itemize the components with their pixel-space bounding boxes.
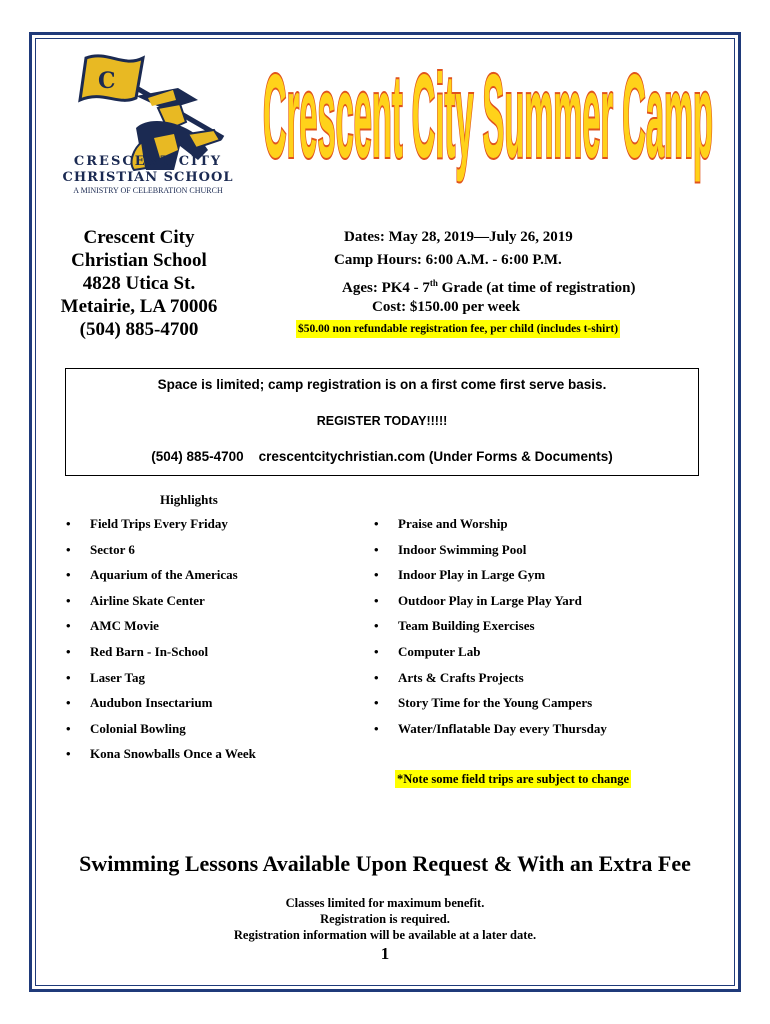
- bullet-icon: •: [66, 720, 71, 736]
- page-number: 1: [380, 944, 390, 963]
- bullet-icon: •: [66, 618, 71, 634]
- ages-prefix: Ages: PK4 - 7: [342, 280, 430, 296]
- svg-text:C: C: [98, 68, 116, 94]
- bullet-icon: •: [66, 541, 71, 557]
- logo-school-name-line1: CRESCENT CITY: [73, 154, 223, 169]
- bullet-icon: •: [66, 643, 71, 659]
- camp-dates: Dates: May 28, 2019—July 26, 2019: [344, 229, 573, 245]
- highlights-heading: Highlights: [160, 492, 218, 507]
- address-line: Crescent City: [83, 227, 195, 248]
- notice-register-today: REGISTER TODAY!!!!!: [316, 414, 448, 428]
- swimming-line: Registration is required.: [320, 912, 450, 926]
- camp-title: [258, 60, 718, 192]
- swimming-line: Classes limited for maximum benefit.: [285, 896, 485, 910]
- school-address: [46, 226, 232, 341]
- ages-superscript: th: [429, 278, 438, 288]
- notice-space-limited: Space is limited; camp registration is on a first come first serve basis.: [157, 377, 607, 392]
- address-line: Christian School: [71, 250, 207, 271]
- camp-title-text: Crescent City Summer Camp: [263, 60, 713, 184]
- bullet-icon: •: [374, 618, 379, 634]
- bullet-icon: •: [374, 516, 379, 531]
- registration-fee: $50.00 non refundable registration fee, per child (includes t-shirt): [296, 320, 620, 338]
- registration-notice-box: [65, 368, 699, 476]
- camp-cost: Cost: $150.00 per week: [372, 299, 521, 315]
- ages-suffix: Grade (at time of registration): [437, 280, 636, 296]
- bullet-icon: •: [374, 541, 379, 557]
- notice-contact: (504) 885-4700 crescentcitychristian.com (Under Forms & Documents): [151, 449, 613, 464]
- camp-hours: Camp Hours: 6:00 A.M. - 6:00 P.M.: [334, 252, 562, 268]
- swimming-heading: Swimming Lessons Available Upon Request & With an Extra Fee: [79, 851, 691, 876]
- bullet-icon: •: [374, 567, 379, 583]
- logo-school-name-line2: CHRISTIAN SCHOOL: [62, 170, 234, 185]
- address-line: 4828 Utica St.: [82, 273, 196, 294]
- bullet-icon: •: [374, 592, 379, 608]
- bullet-icon: •: [374, 720, 379, 736]
- bullet-icon: •: [66, 669, 71, 685]
- bullet-icon: •: [374, 695, 379, 711]
- bullet-icon: •: [66, 695, 71, 711]
- bullet-icon: •: [66, 567, 71, 583]
- logo-tagline: A MINISTRY OF CELEBRATION CHURCH: [73, 186, 223, 195]
- bullet-icon: •: [66, 592, 71, 608]
- field-trip-note: *Note some field trips are subject to change: [397, 772, 630, 786]
- bullet-icon: •: [374, 669, 379, 685]
- bullet-icon: •: [374, 643, 379, 659]
- bullet-icon: •: [66, 516, 71, 531]
- bullet-icon: •: [66, 746, 71, 762]
- address-line: Metairie, LA 70006: [60, 296, 218, 317]
- address-phone: (504) 885-4700: [79, 319, 199, 340]
- swimming-line: Registration information will be available at a later date.: [233, 928, 537, 942]
